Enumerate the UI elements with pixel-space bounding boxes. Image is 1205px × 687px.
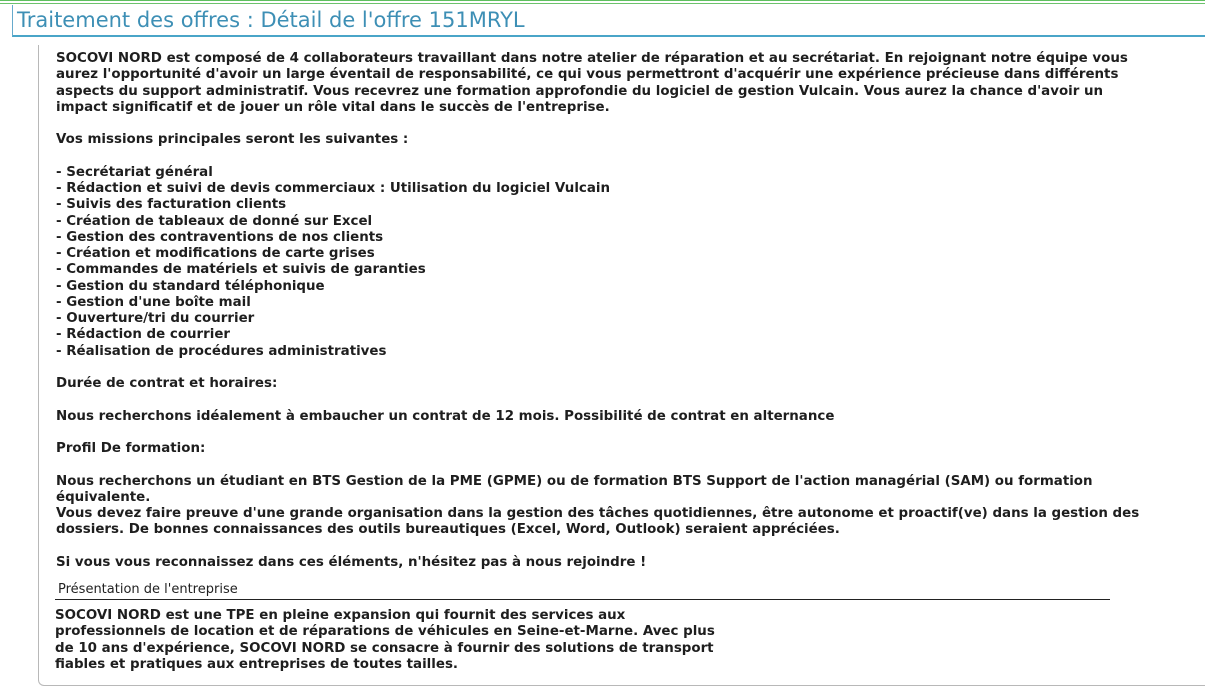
mission-item: - Gestion des contraventions de nos clients	[56, 229, 384, 245]
contract-heading: Durée de contrat et horaires:	[56, 376, 278, 391]
mission-item: - Rédaction et suivi de devis commerciaux : Utilisation du logiciel Vulcain	[56, 181, 611, 196]
top-border-line	[0, 0, 1205, 1]
company-section-title: Présentation de l'entreprise	[58, 582, 238, 597]
mission-item: - Rédaction de courrier	[56, 327, 231, 343]
profile-text: Vous devez faire preuve d'une grande organisation dans la gestion des tâches quotidiennes, être autonome et proactif(ve) dans la gestion des dossiers. De bonnes connaissances des outils bureautiques (Excel, Word, Outlook) seraient appréciées.	[56, 506, 1140, 538]
profile-heading: Profil De formation:	[56, 441, 206, 456]
offer-intro: SOCOVI NORD est composé de 4 collaborateurs travaillant dans notre atelier de réparation et au secrétariat. En rejoignant notre équipe vous aurez l'opportunité d'avoir un large éventail de responsabilité, ce qui vous permettront d'acquérir une expérience précieuse dans différents aspects du support administratif. Vous recevrez une formation approfondie du logiciel de gestion Vulcain. Vous aurez la chance d'avoir un impact significatif et de jouer un rôle vital dans le succès de l'entreprise.	[56, 51, 1128, 115]
company-section-header	[55, 582, 1110, 600]
closing-text: Si vous vous reconnaissez dans ces éléments, n'hésitez pas à nous rejoindre !	[56, 554, 647, 570]
page-header	[12, 5, 1205, 37]
contract-text: Nous recherchons idéalement à embaucher un contrat de 12 mois. Possibilité de contrat en alternance	[56, 408, 835, 424]
offer-description	[56, 51, 1146, 571]
company-presentation-text: SOCOVI NORD est une TPE en pleine expansion qui fournit des services aux professionnels de location et de réparations de véhicules en Seine-et-Marne. Avec plus de 10 ans d'expérience, SOCOVI NORD se consacre à fournir des solutions de transport fiables et pratiques aux entreprises de toutes tailles.	[55, 608, 715, 672]
page-title: Traitement des offres : Détail de l'offre 151MRYL	[17, 8, 525, 32]
missions-heading: Vos missions principales seront les suivantes :	[56, 132, 409, 148]
mission-item: - Ouverture/tri du courrier	[56, 311, 255, 326]
mission-item: - Commandes de matériels et suivis de garanties	[56, 262, 426, 278]
profile-text: Nous recherchons un étudiant en BTS Gestion de la PME (GPME) ou de formation BTS Support de l'action managérial (SAM) ou formation équivalente.	[56, 473, 1093, 505]
mission-item: - Création et modifications de carte grises	[56, 246, 375, 261]
mission-item: - Secrétariat général	[56, 164, 213, 180]
mission-item: - Création de tableaux de donné sur Excel	[56, 213, 373, 229]
mission-item: - Gestion d'une boîte mail	[56, 294, 251, 310]
mission-item: - Suivis des facturation clients	[56, 197, 287, 213]
mission-item: - Réalisation de procédures administratives	[56, 343, 387, 359]
mission-item: - Gestion du standard téléphonique	[56, 278, 325, 294]
top-border-line-secondary	[0, 3, 1205, 4]
